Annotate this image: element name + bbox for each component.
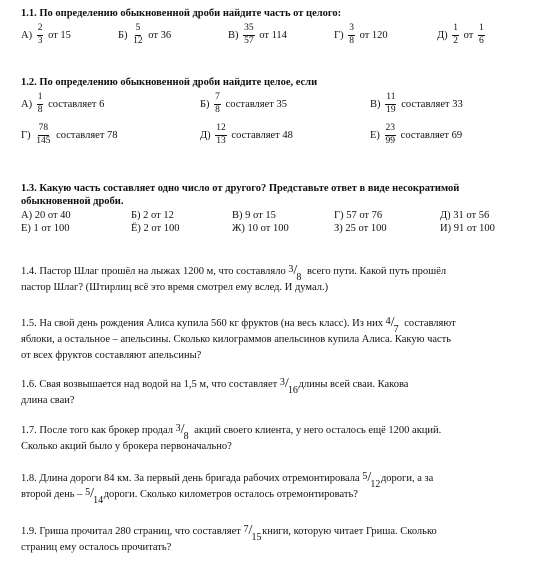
- option-text: составляет 35: [225, 98, 288, 110]
- option-label: Г): [334, 29, 344, 41]
- task-1-5: [21, 316, 519, 364]
- task-1-1-option-a: [21, 24, 71, 47]
- task-1-2-option-e: [200, 124, 293, 147]
- slash-fraction: 3 / 8: [288, 263, 302, 283]
- task-1-5-text: 1.5. На свой день рождения Алиса купила 560 кг фруктов (на весь класс). Из них: [21, 318, 384, 329]
- task-1-2-title: 1.2. По определению обыкновенной дроби найдите целое, если: [21, 77, 318, 88]
- slash-fraction: 3 / 16: [279, 376, 298, 396]
- task-1-6-text-cont: длины всей сваи. Какова: [298, 379, 409, 390]
- option-label: В): [228, 29, 239, 41]
- task-1-3-option: Е) 1 от 100: [21, 223, 70, 234]
- task-1-5-text-cont: составляют: [404, 318, 456, 329]
- option-text: составляет 48: [231, 129, 293, 141]
- option-text: от 36: [148, 29, 172, 41]
- option-label: А): [21, 98, 33, 110]
- slash-fraction: 4 / 7: [385, 315, 399, 335]
- task-1-4-text-line2: пастор Шлаг? (Штирлиц всё это время смотрел ему вслед. И думал.): [21, 282, 329, 293]
- option-text: от 15: [48, 29, 71, 41]
- task-1-3-option: Ё) 2 от 100: [131, 223, 180, 234]
- task-1-9-text: 1.9. Гриша прочитал 280 страниц, что составляет: [21, 526, 241, 537]
- task-1-8-text-line2: второй день –: [21, 489, 83, 500]
- option-label: Д): [437, 29, 448, 41]
- task-1-3-option: А) 20 от 40: [21, 210, 71, 221]
- slash-fraction: 5 / 12: [362, 470, 381, 490]
- fraction: $\frac{1}{2}$: [453, 23, 459, 46]
- option-label: Е): [370, 129, 380, 141]
- option-label: А): [21, 29, 33, 41]
- task-1-9-text-line2: страниц ему осталось прочитать?: [21, 542, 172, 553]
- task-1-2-option-b: [200, 93, 287, 116]
- fraction: $\frac{23}{99}$: [385, 123, 396, 146]
- task-1-6: [21, 377, 519, 409]
- task-1-7-text-line2: Сколько акций было у брокера первоначально?: [21, 441, 232, 452]
- task-1-3-option: З) 25 от 100: [334, 223, 387, 234]
- option-text: составляет 78: [56, 129, 118, 141]
- fraction: $\frac{78}{145}$: [36, 123, 51, 146]
- task-1-3-title-cont: обыкновенной дроби.: [21, 196, 124, 207]
- task-1-9: [21, 524, 519, 556]
- task-1-6-text-line2: длина сваи?: [21, 395, 75, 406]
- task-1-7-text: 1.7. После того как брокер продал: [21, 425, 173, 436]
- task-1-1-option-c: [228, 24, 287, 47]
- fraction: $\frac{1}{8}$: [37, 92, 43, 115]
- option-label: В): [370, 98, 381, 110]
- task-1-8: [21, 470, 519, 506]
- fraction: $\frac{1}{6}$: [479, 23, 484, 46]
- option-text: составляет 69: [400, 129, 463, 141]
- task-1-8-text-cont: дороги, а за: [380, 473, 434, 484]
- task-1-7-text-cont: акций своего клиента, у него осталось ещё 1200 акций.: [194, 425, 442, 436]
- task-1-3-option: И) 91 от 100: [440, 223, 495, 234]
- task-1-4-text: 1.4. Пастор Шлаг прошёл на лыжах 1200 м, что составляло: [21, 266, 286, 277]
- fraction: $\frac{2}{3}$: [37, 23, 43, 46]
- option-label: Б): [118, 29, 128, 41]
- slash-fraction: 3 / 8: [175, 422, 189, 442]
- task-1-3-option: Б) 2 от 12: [131, 210, 174, 221]
- option-text: составляет 6: [48, 98, 105, 110]
- task-1-1-option-e: [437, 24, 487, 47]
- task-1-2-option-f: [370, 124, 462, 147]
- task-1-5-text-line2: яблоки, а остальное – апельсины. Сколько килограммов апельсинов купила Алиса. Какую часть: [21, 334, 452, 345]
- task-1-5-text-line3: от всех фруктов составляют апельсины?: [21, 350, 202, 361]
- fraction: $\frac{12}{13}$: [216, 123, 226, 146]
- option-label: Г): [21, 129, 31, 141]
- task-1-2-option-a: [21, 93, 104, 116]
- task-1-1-option-d: [334, 24, 388, 47]
- task-1-2-option-d: [21, 124, 118, 147]
- option-text: от: [463, 29, 474, 41]
- fraction: $\frac{35}{57}$: [244, 23, 254, 46]
- task-1-1-title: 1.1. По определению обыкновенной дроби найдите часть от целого:: [21, 8, 342, 19]
- task-1-8-text: 1.8. Длина дороги 84 км. За первый день бригада рабочих отремонтировала: [21, 473, 360, 484]
- task-1-4: [21, 264, 519, 296]
- task-1-8-text-line2-cont: дороги. Сколько километров осталось отремонтировать?: [103, 489, 358, 500]
- task-1-3-option: Ж) 10 от 100: [232, 223, 289, 234]
- task-1-3-title: 1.3. Какую часть составляет одно число от другого? Представьте ответ в виде несократимой: [21, 183, 460, 194]
- task-1-3-option: Д) 31 от 56: [440, 210, 490, 221]
- option-text: от 120: [359, 29, 388, 41]
- task-1-4-text-cont: всего пути. Какой путь прошёл: [306, 266, 447, 277]
- fraction: $\frac{3}{8}$: [349, 23, 354, 46]
- option-text: составляет 33: [401, 98, 463, 110]
- task-1-6-text: 1.6. Свая возвышается над водой на 1,5 м, что составляет: [21, 379, 278, 390]
- fraction: $\frac{7}{8}$: [215, 92, 220, 115]
- task-1-2-option-c: [370, 93, 463, 116]
- task-1-9-text-cont: книги, которую читает Гриша. Сколько: [262, 526, 437, 537]
- task-1-7: [21, 423, 519, 455]
- task-1-1-option-b: [118, 24, 171, 47]
- option-text: от 114: [259, 29, 287, 41]
- slash-fraction: 5 / 14: [85, 486, 104, 506]
- fraction: $\frac{11}{19}$: [386, 92, 396, 115]
- fraction: $\frac{5}{12}$: [133, 23, 143, 46]
- task-1-3-option: Г) 57 от 76: [334, 210, 383, 221]
- task-1-3-option: В) 9 от 15: [232, 210, 276, 221]
- slash-fraction: 7 / 15: [243, 523, 262, 543]
- option-label: Б): [200, 98, 210, 110]
- option-label: Д): [200, 129, 211, 141]
